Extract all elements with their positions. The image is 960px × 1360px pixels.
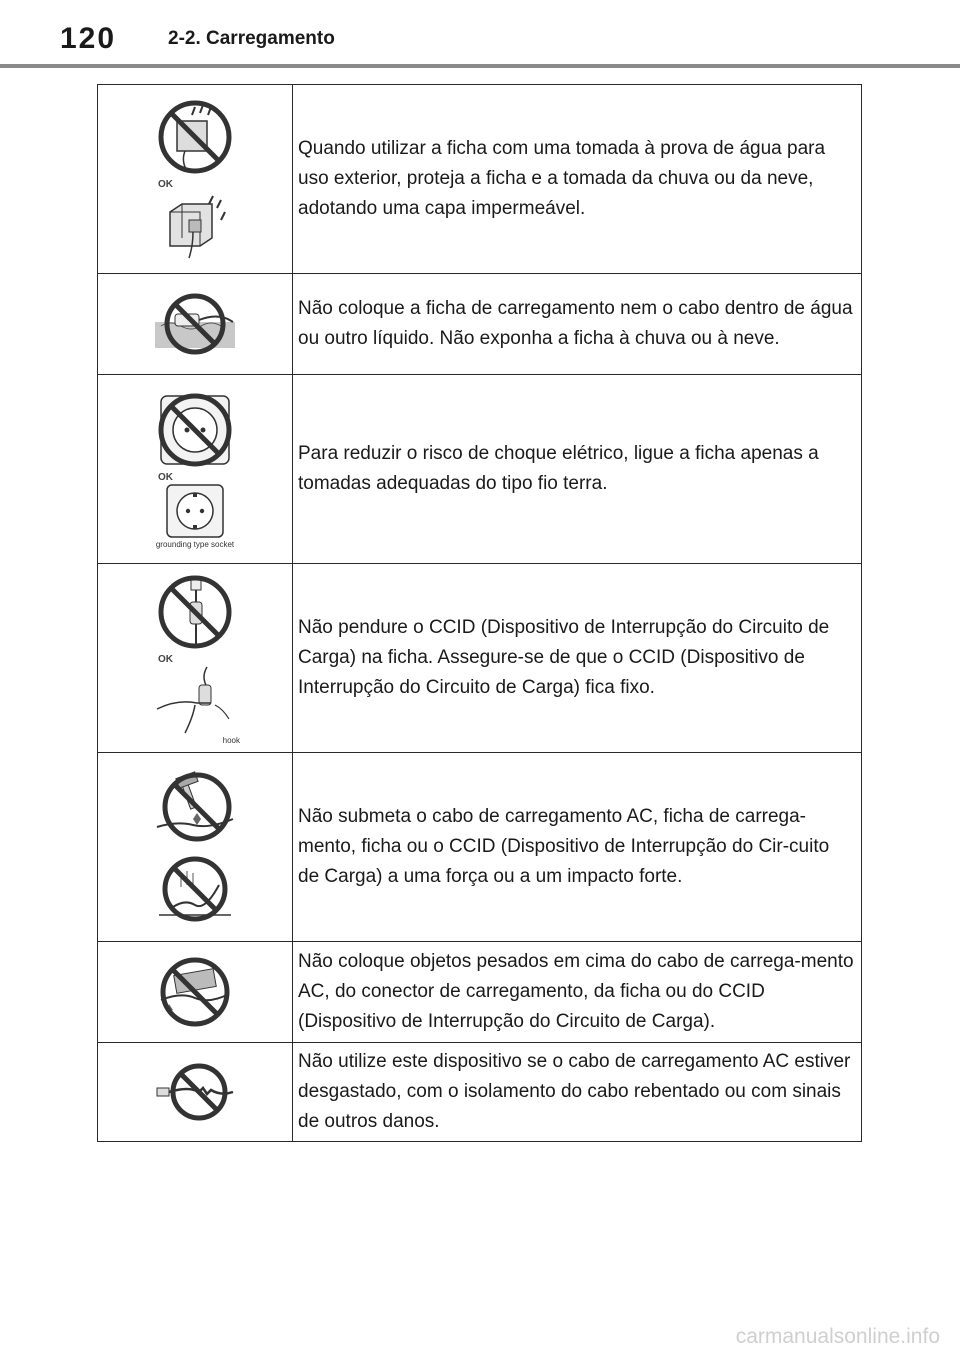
no-hammer-impact-icon: [153, 769, 237, 845]
warning-row: [98, 1043, 862, 1142]
warning-text: Quando utilizar a ficha com uma tomada à prova de água para uso exterior, proteja a ficha e a tomada da chuva ou da neve, adotando uma capa impermeável.: [293, 85, 862, 274]
no-damaged-cable-icon: [153, 1062, 237, 1122]
warning-row: [98, 564, 862, 753]
no-heavy-objects-icon: [155, 954, 235, 1030]
icon-cell: [98, 1043, 293, 1142]
icon-cell: [98, 274, 293, 375]
hook-caption: hook: [222, 735, 240, 745]
watermark: carmanualsonline.info: [735, 1325, 940, 1348]
no-ungrounded-socket-icon: [155, 390, 235, 470]
warning-row: [98, 85, 862, 274]
header-divider: [0, 64, 960, 68]
no-rain-socket-icon: [155, 97, 235, 177]
warning-text: Para reduzir o risco de choque elétrico, ligue a ficha apenas a tomadas adequadas do tipo fio terra.: [293, 375, 862, 564]
page-header: [0, 0, 960, 70]
ok-label: OK: [158, 178, 173, 190]
no-hanging-ccid-icon: [155, 572, 235, 652]
warning-text: Não coloque a ficha de carregamento nem o cabo dentro de água ou outro líquido. Não exponha a ficha à chuva ou à neve.: [293, 274, 862, 375]
warning-text: Não pendure o CCID (Dispositivo de Interrupção do Circuito de Carga) na ficha. Assegure-se de que o CCID (Dispositivo de Interrupção do Circuito de Carga) fica fixo.: [293, 564, 862, 753]
grounded-socket-icon: [163, 483, 227, 539]
socket-caption: grounding type socket: [155, 539, 235, 549]
section-title: 2-2. Carregamento: [168, 28, 335, 49]
no-plug-in-water-icon: [155, 292, 235, 356]
ok-label: OK: [158, 471, 173, 483]
icon-cell: [98, 375, 293, 564]
warning-table: [97, 84, 862, 1142]
hooked-ccid-icon: [155, 665, 235, 735]
icon-cell: [98, 564, 293, 753]
warning-row: [98, 375, 862, 564]
warning-text: Não utilize este dispositivo se o cabo de carregamento AC estiver desgastado, com o isolamento do cabo rebentado ou com sinais de outros danos.: [293, 1043, 862, 1142]
icon-cell: [98, 753, 293, 942]
warning-row: [98, 753, 862, 942]
no-dropping-icon: [155, 853, 235, 925]
page-number: 120: [60, 22, 117, 55]
warning-text: Não submeta o cabo de carregamento AC, ficha de carrega-mento, ficha ou o CCID (Dispositivo de Interrupção do Cir-cuito de Carga) a uma força ou a um impacto forte.: [293, 753, 862, 942]
icon-cell: [98, 85, 293, 274]
warning-text: Não coloque objetos pesados em cima do cabo de carrega-mento AC, do conector de carregamento, da ficha ou do CCID (Dispositivo de Interrupção do Circuito de Carga).: [293, 942, 862, 1043]
covered-socket-icon: [155, 190, 235, 262]
warning-row: [98, 942, 862, 1043]
icon-cell: [98, 942, 293, 1043]
ok-label: OK: [158, 653, 173, 665]
warning-row: [98, 274, 862, 375]
